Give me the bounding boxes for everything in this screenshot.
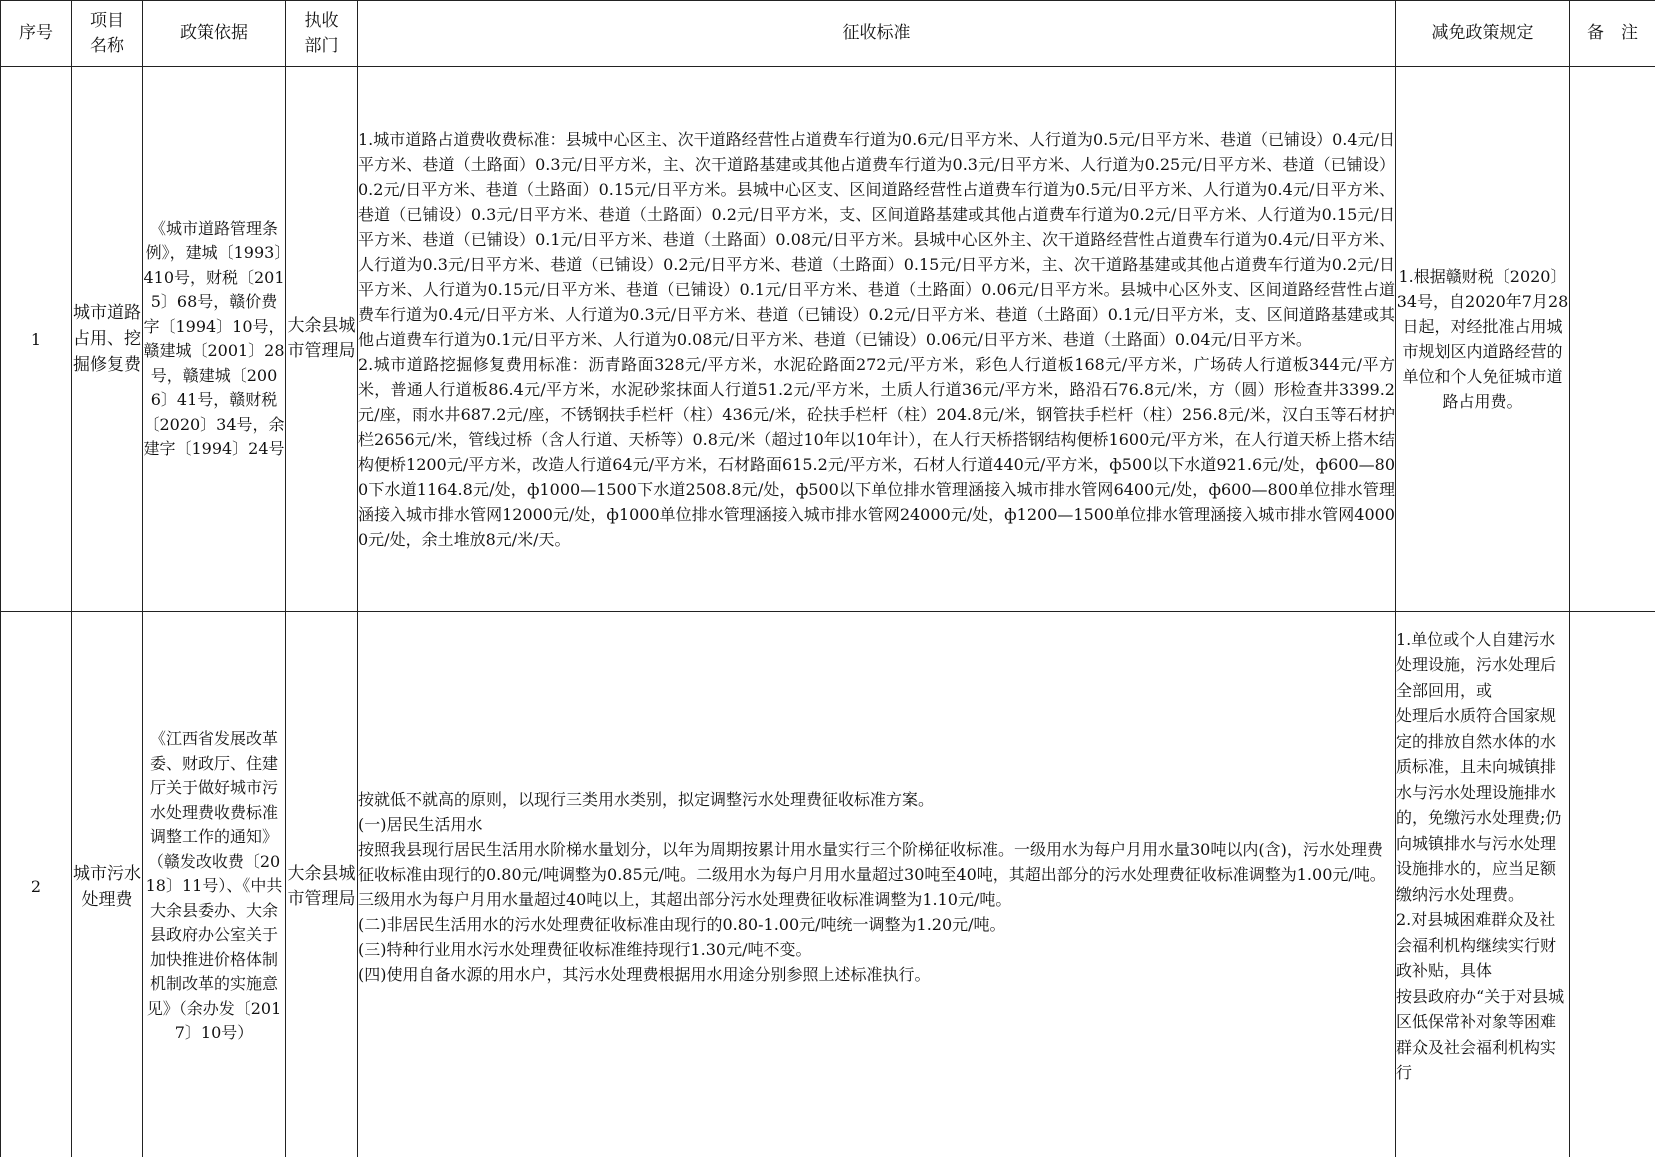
header-seq: 序号 <box>1 1 72 67</box>
header-dept: 执收部门 <box>286 1 358 67</box>
row-seq: 1 <box>1 67 72 612</box>
relief-text-clip <box>1396 627 1569 1147</box>
standard-line: 按照我县现行居民生活用水阶梯水量划分，以年为周期按累计用水量实行三个阶梯征收标准。一级用水为每户月用水量30吨以内(含)，污水处理费征收标准由现行的0.80元/吨调整为0.85元/吨。二级用水为每户月用水量超过30吨至40吨，其超出部分的污水处理费征收标准调整为1.00元/吨。三级用水为每户月用水量超过40吨以上，其超出部分污水处理费征收标准调整为1.10元/吨。 <box>358 839 1386 909</box>
row-relief: 1.根据赣财税〔2020〕34号，自2020年7月28日起，对经批准占用城市规划区内道路经营的单位和个人免征城市道路占用费。 <box>1396 67 1570 612</box>
row-item-name: 城市道路占用、挖掘修复费 <box>72 67 143 612</box>
standard-paragraph-1: 1.城市道路占道费收费标准：县城中心区主、次干道路经营性占道费车行道为0.6元/日平方米、人行道为0.5元/日平方米、巷道（已铺设）0.4元/日平方米、巷道（土路面）0.3元/日平方米，主、次干道路基建或其他占道费车行道为0.3元/日平方米、人行道为0.25元/日平方米、巷道（已铺设）0.2元/日平方米、巷道（土路面）0.15元/日平方米。县城中心区支、区间道路经营性占道费车行道为0.5元/日平方米、人行道为0.4元/日平方米、巷道（已铺设）0.3元/日平方米、巷道（土路面）0.2元/日平方米，支、区间道路基建或其他占道费车行道为0.2元/日平方米、人行道为0.15元/日平方米、巷道（已铺设）0.1元/日平方米、巷道（土路面）0.08元/日平方米。县城中心区外主、次干道路经营性占道费车行道为0.4元/日平方米、人行道为0.3元/日平方米、巷道（已铺设）0.2元/日平方米、巷道（土路面）0.15元/日平方米，主、次干道路基建或其他占道费车行道为0.2元/日平方米、人行道为0.15元/日平方米、巷道（已铺设）0.1元/日平方米、巷道（土路面）0.06元/日平方米。县城中心区外支、区间道路经营性占道费车行道为0.4元/日平方米、人行道为0.3元/日平方米、巷道（已铺设）0.2元/日平方米、巷道（土路面）0.1元/日平方米，支、区间道路基建或其他占道费车行道为0.1元/日平方米、人行道为0.08元/日平方米、巷道（已铺设）0.06元/日平方米、巷道（土路面）0.04元/日平方米。 <box>358 129 1395 349</box>
relief-line: 1.单位或个人自建污水处理设施，污水处理后全部回用，或 <box>1396 629 1557 700</box>
relief-line: 按县政府办“关于对县城区低保常补对象等困难群众及社会福利机构实行 <box>1396 986 1565 1082</box>
header-standard: 征收标准 <box>358 1 1396 67</box>
header-row <box>1 1 1655 67</box>
row-policy-basis: 《江西省发展改革委、财政厅、住建厅关于做好城市污水处理费收费标准调整工作的通知》（赣发改收费〔2018〕11号）、《中共大余县委办、大余县政府办公室关于加快推进价格体制机制改革的实施意见》（余办发〔2017〕10号） <box>143 612 286 1157</box>
standard-line: (一)居民生活用水 <box>358 814 483 834</box>
table-row <box>1 67 1655 612</box>
header-relief: 减免政策规定 <box>1396 1 1570 67</box>
row-standard <box>358 612 1396 1157</box>
row-item-name: 城市污水处理费 <box>72 612 143 1157</box>
row-relief <box>1396 612 1570 1157</box>
row-remark <box>1570 612 1655 1157</box>
header-remark: 备 注 <box>1570 1 1655 67</box>
standard-line: 按就低不就高的原则，以现行三类用水类别，拟定调整污水处理费征收标准方案。 <box>358 789 935 809</box>
standard-line: (三)特种行业用水污水处理费征收标准维持现行1.30元/吨不变。 <box>358 939 812 959</box>
row-seq: 2 <box>1 612 72 1157</box>
row-policy-basis: 《城市道路管理条例》，建城〔1993〕410号，财税〔2015〕68号，赣价费字〔1994〕10号，赣建城〔2001〕28号，赣建城〔2006〕41号，赣财税〔2020〕34号，余建字〔1994〕24号 <box>143 67 286 612</box>
row-standard <box>358 67 1396 612</box>
relief-line: 处理后水质符合国家规定的排放自然水体的水质标准，且未向城镇排水与污水处理设施排水的，免缴污水处理费;仍向城镇排水与污水处理设施排水的，应当足额缴纳污水处理费。 <box>1396 706 1562 904</box>
header-policy-basis: 政策依据 <box>143 1 286 67</box>
table-row <box>1 612 1655 1157</box>
row-dept: 大余县城市管理局 <box>286 612 358 1157</box>
row-remark <box>1570 67 1655 612</box>
relief-line: 2.对县城困难群众及社会福利机构继续实行财政补贴，具体 <box>1396 910 1557 980</box>
standard-paragraph-2: 2.城市道路挖掘修复费用标准：沥青路面328元/平方米，水泥砼路面272元/平方米，彩色人行道板168元/平方米，广场砖人行道板344元/平方米，普通人行道板86.4元/平方米，水泥砂浆抹面人行道51.2元/平方米，土质人行道36元/平方米，路沿石76.8元/米，方（圆）形检查井3399.2元/座，雨水井687.2元/座，不锈钢扶手栏杆（柱）436元/米，砼扶手栏杆（柱）204.8元/米，钢管扶手栏杆（柱）256.8元/米，汉白玉等石材护栏2656元/米，管线过桥（含人行道、天桥等）0.8元/米（超过10年以10年计），在人行天桥搭钢结构便桥1600元/平方米，在人行道天桥上搭木结构便桥1200元/平方米，改造人行道64元/平方米，石材路面615.2元/平方米，石材人行道440元/平方米，ф500以下水道921.6元/处，ф600—800下水道1164.8元/处，ф1000—1500下水道2508.8元/处，ф500以下单位排水管理涵接入城市排水管网6400元/处，ф600—800单位排水管理涵接入城市排水管网12000元/处，ф1000单位排水管理涵接入城市排水管网24000元/处，ф1200—1500单位排水管理涵接入城市排水管网40000元/处，余土堆放8元/米/天。 <box>358 354 1395 549</box>
standard-line: (四)使用自备水源的用水户，其污水处理费根据用水用途分别参照上述标准执行。 <box>358 964 931 984</box>
header-item-name: 项目名称 <box>72 1 143 67</box>
standard-line: (二)非居民生活用水的污水处理费征收标准由现行的0.80-1.00元/吨统一调整为1.20元/吨。 <box>358 914 1006 934</box>
row-dept: 大余县城市管理局 <box>286 67 358 612</box>
